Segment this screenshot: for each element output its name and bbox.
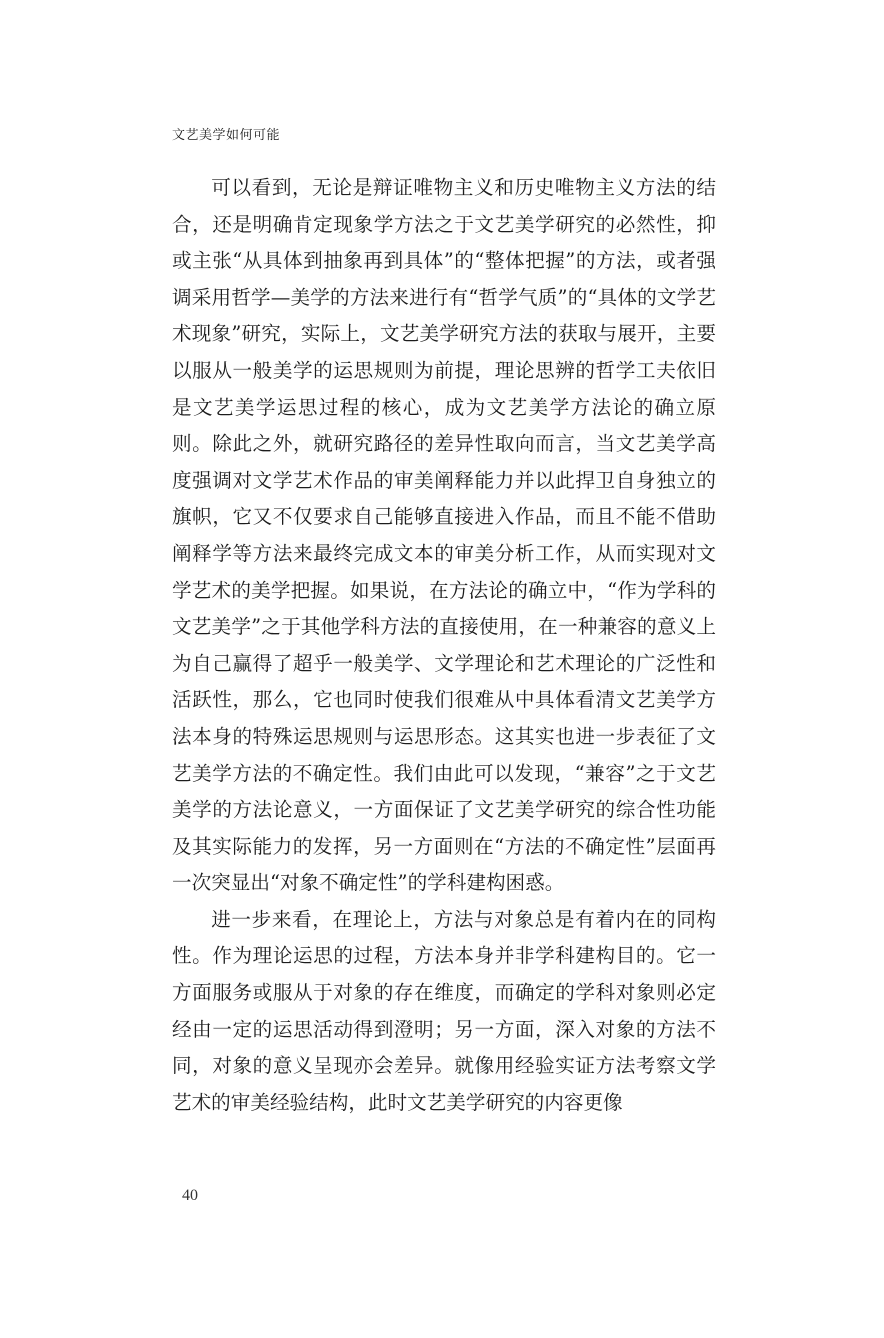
running-header-title: 文艺美学如何可能 (172, 128, 281, 143)
body-text (172, 170, 716, 1121)
paragraph-1: 可以看到，无论是辩证唯物主义和历史唯物主义方法的结合，还是明确肯定现象学方法之于文艺美学研究的必然性，抑或主张“从具体到抽象再到具体”的“整体把握”的方法，或者强调采用哲学—美学的方法来进行有“哲学气质”的“具体的文学艺术现象”研究，实际上，文艺美学研究方法的获取与展开，主要以服从一般美学的运思规则为前提，理论思辨的哲学工夫依旧是文艺美学运思过程的核心，成为文艺美学方法论的确立原则。除此之外，就研究路径的差异性取向而言，当文艺美学高度强调对文学艺术作品的审美阐释能力并以此捍卫自身独立的旗帜，它又不仅要求自己能够直接进入作品，而且不能不借助阐释学等方法来最终完成文本的审美分析工作，从而实现对文学艺术的美学把握。如果说，在方法论的确立中，“作为学科的文艺美学”之于其他学科方法的直接使用，在一种兼容的意义上为自己赢得了超乎一般美学、文学理论和艺术理论的广泛性和活跃性，那么，它也同时使我们很难从中具体看清文艺美学方法本身的特殊运思规则与运思形态。这其实也进一步表征了文艺美学方法的不确定性。我们由此可以发现，“兼容”之于文艺美学的方法论意义，一方面保证了文艺美学研究的综合性功能及其实际能力的发挥，另一方面则在“方法的不确定性”层面再一次突显出“对象不确定性”的学科建构困惑。 (172, 176, 716, 895)
page-number: 40 (182, 1187, 198, 1204)
paragraph-2: 进一步来看，在理论上，方法与对象总是有着内在的同构性。作为理论运思的过程，方法本身并非学科建构目的。它一方面服务或服从于对象的存在维度，而确定的学科对象则必定经由一定的运思活动得到澄明；另一方面，深入对象的方法不同，对象的意义呈现亦会差异。就像用经验实证方法考察文学艺术的审美经验结构，此时文艺美学研究的内容更像 (172, 907, 716, 1114)
